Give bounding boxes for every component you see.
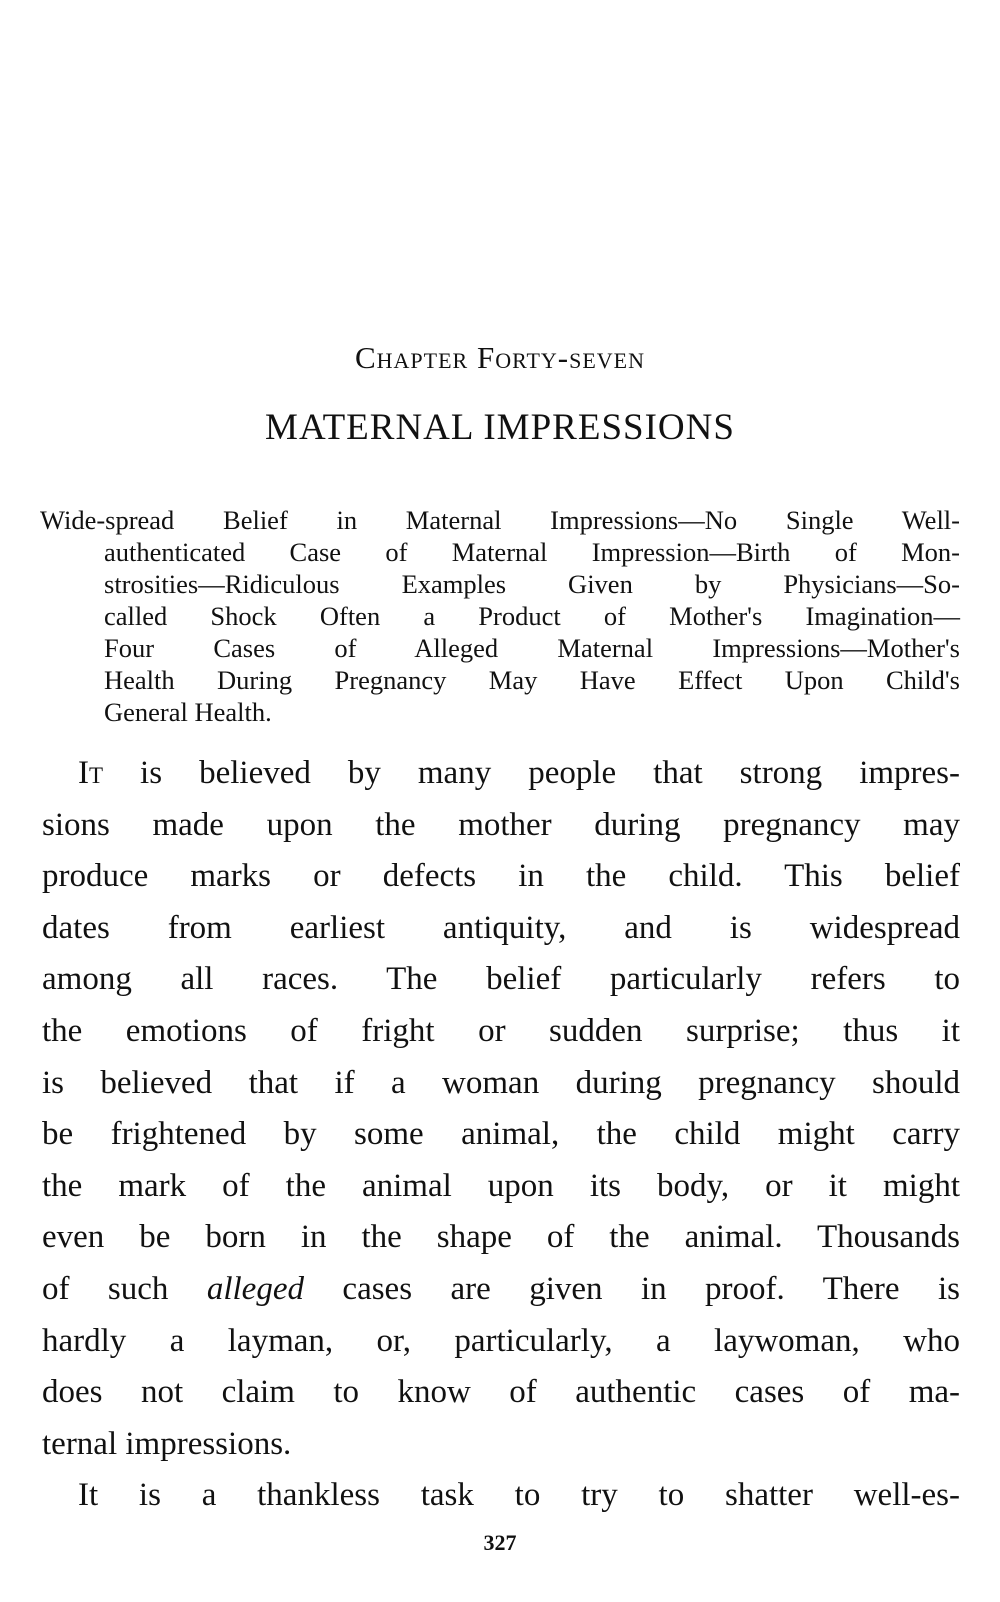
italic-word: alleged bbox=[206, 1270, 304, 1307]
body-line: does not claim to know of authentic cases of ma- bbox=[42, 1374, 960, 1411]
body-line: among all races. The belief particularly refers to bbox=[42, 961, 960, 998]
synopsis-line: Four Cases of Alleged Maternal Impressions—Mother's bbox=[104, 633, 960, 663]
body-line: It is a thankless task to try to shatter well-es- bbox=[78, 1477, 960, 1514]
body-line: sions made upon the mother during pregnancy may bbox=[42, 806, 960, 843]
body-line: be frightened by some animal, the child might carry bbox=[42, 1116, 960, 1153]
synopsis-line: Health During Pregnancy May Have Effect Upon Child's bbox=[104, 665, 960, 695]
synopsis-line: Wide-spread Belief in Maternal Impressions—No Single Well- bbox=[40, 505, 960, 535]
body-line: dates from earliest antiquity, and is widespread bbox=[42, 909, 960, 946]
chapter-label: Chapter Forty-seven bbox=[354, 340, 645, 375]
chapter-synopsis bbox=[40, 504, 960, 728]
page-number: 327 bbox=[483, 1530, 517, 1555]
opening-word: It bbox=[78, 755, 104, 791]
synopsis-line: called Shock Often a Product of Mother's Imagination— bbox=[104, 601, 960, 631]
body-line: It is believed by many people that strong impres- bbox=[78, 755, 960, 791]
body-text bbox=[42, 748, 960, 1522]
synopsis-line: authenticated Case of Maternal Impression—Birth of Mon- bbox=[104, 537, 960, 567]
chapter-title: MATERNAL IMPRESSIONS bbox=[265, 407, 735, 448]
body-line: even be born in the shape of the animal. Thousands bbox=[42, 1219, 960, 1256]
synopsis-line: strosities—Ridiculous Examples Given by Physicians—So- bbox=[104, 569, 960, 599]
body-line: ternal impressions. bbox=[42, 1425, 292, 1462]
body-line: of such alleged cases are given in proof. There is bbox=[42, 1270, 960, 1307]
body-line: the emotions of fright or sudden surprise; thus it bbox=[42, 1012, 960, 1049]
body-line: produce marks or defects in the child. This belief bbox=[42, 858, 960, 895]
body-line: the mark of the animal upon its body, or it might bbox=[42, 1167, 960, 1204]
synopsis-line: General Health. bbox=[104, 697, 272, 727]
body-line: is believed that if a woman during pregnancy should bbox=[42, 1064, 960, 1101]
body-line: hardly a layman, or, particularly, a laywoman, who bbox=[42, 1322, 960, 1359]
